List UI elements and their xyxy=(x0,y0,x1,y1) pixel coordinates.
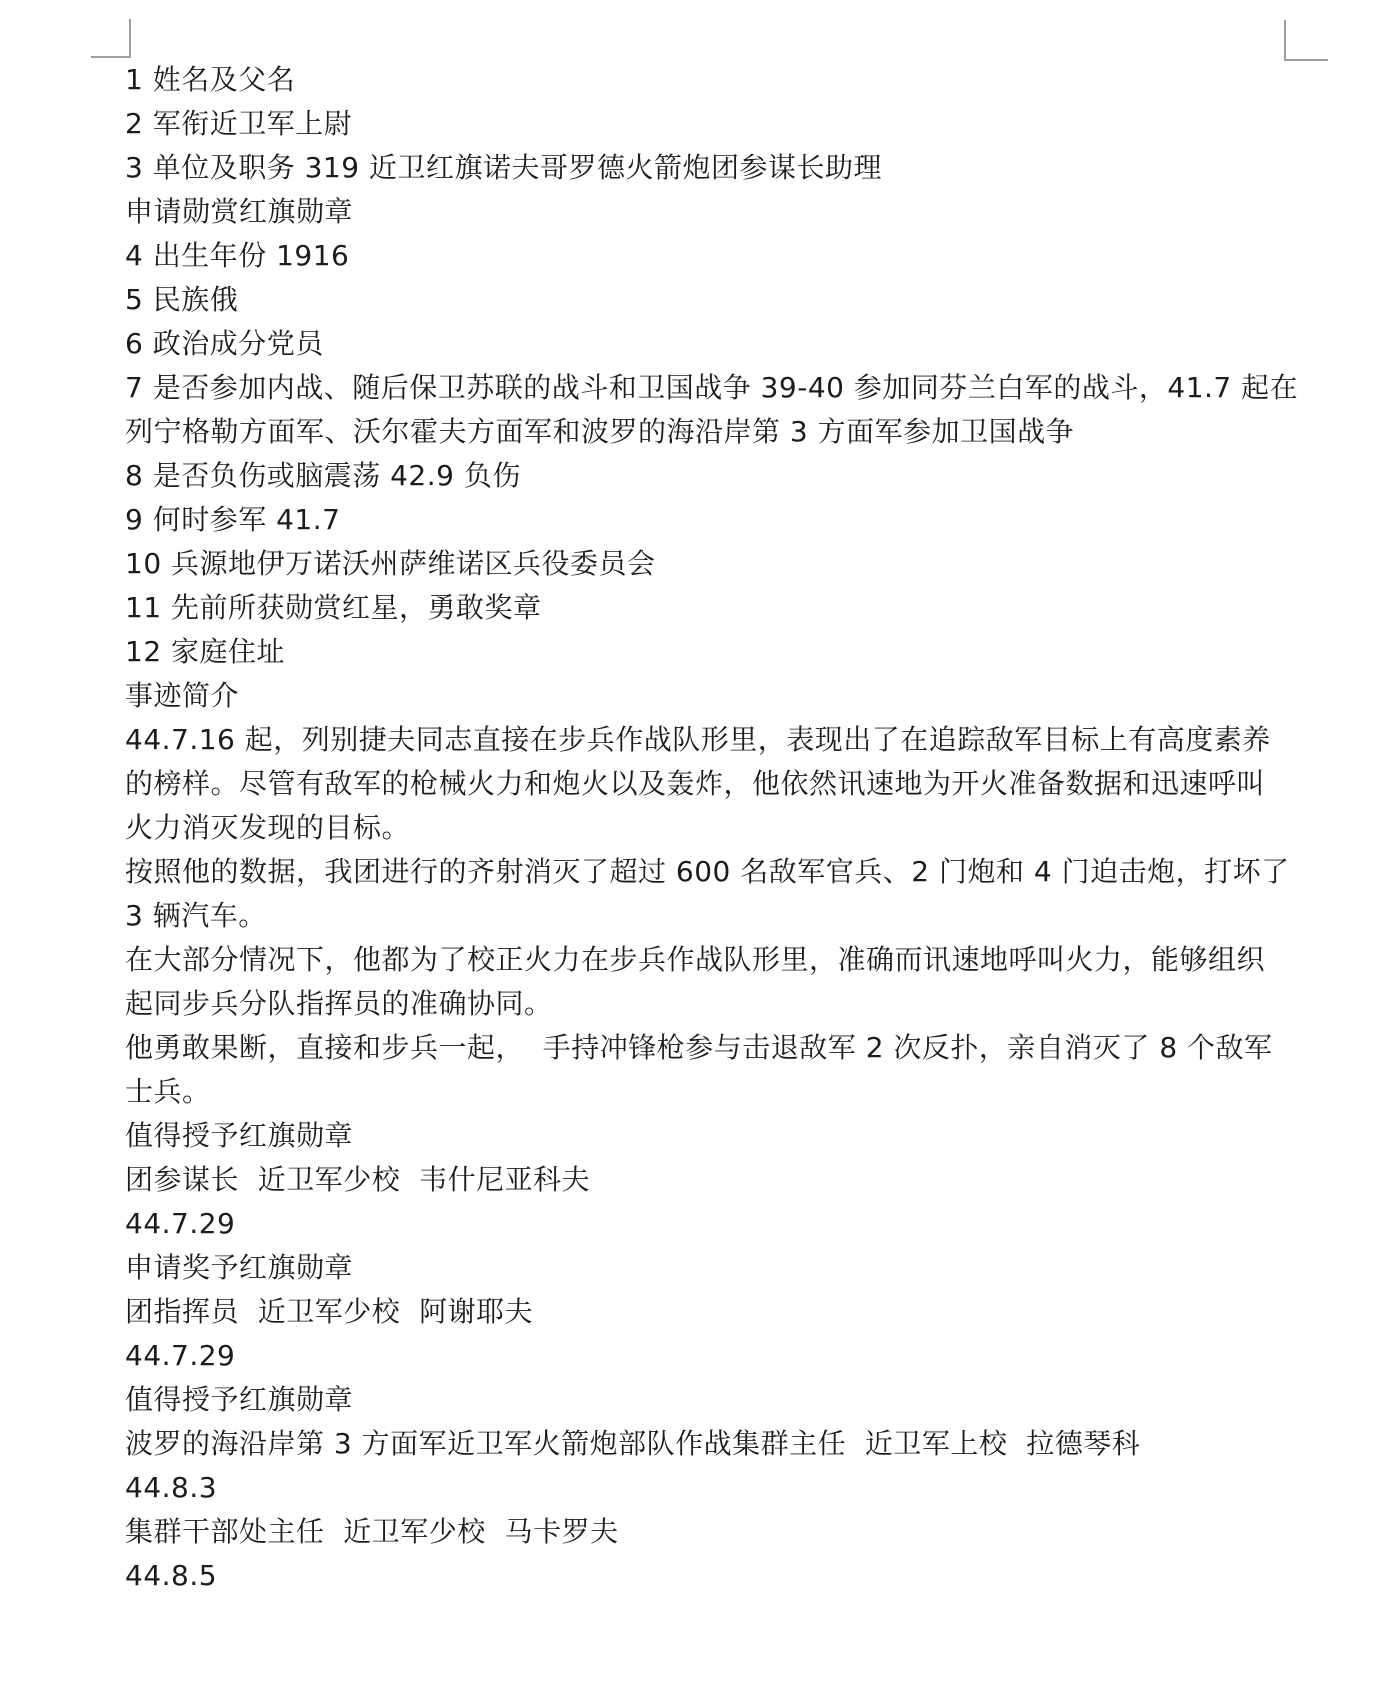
text-line: 士兵。 xyxy=(125,1075,211,1108)
text-line: 团指挥员 近卫军少校 阿谢耶夫 xyxy=(125,1295,534,1328)
text-line: 9 何时参军 41.7 xyxy=(125,503,341,536)
text-line: 火力消灭发现的目标。 xyxy=(125,811,411,844)
text-line: 的榜样。尽管有敌军的枪械火力和炮火以及轰炸，他依然讯速地为开火准备数据和迅速呼叫 xyxy=(125,767,1266,800)
text-line: 44.7.29 xyxy=(125,1339,236,1372)
text-line: 44.8.3 xyxy=(125,1471,218,1504)
text-line: 44.7.16 起，列别捷夫同志直接在步兵作战队形里，表现出了在追踪敌军目标上有高度素养 xyxy=(125,723,1271,756)
text-line: 他勇敢果断，直接和步兵一起， 手持冲锋枪参与击退敌军 2 次反扑，亲自消灭了 8 个敌军 xyxy=(125,1031,1273,1064)
text-line: 11 先前所获勋赏红星，勇敢奖章 xyxy=(125,591,542,624)
text-line: 10 兵源地伊万诺沃州萨维诺区兵役委员会 xyxy=(125,547,656,580)
text-line: 44.8.5 xyxy=(125,1559,218,1592)
text-line: 2 军衔近卫军上尉 xyxy=(125,107,353,140)
text-line: 列宁格勒方面军、沃尔霍夫方面军和波罗的海沿岸第 3 方面军参加卫国战争 xyxy=(125,415,1075,448)
text-line: 团参谋长 近卫军少校 韦什尼亚科夫 xyxy=(125,1163,591,1196)
text-line: 事迹简介 xyxy=(125,679,240,712)
page-margin-corner-mark-top-left xyxy=(91,19,131,58)
text-line: 12 家庭住址 xyxy=(125,635,286,668)
text-line: 申请奖予红旗勋章 xyxy=(125,1251,354,1284)
text-line: 6 政治成分党员 xyxy=(125,327,324,360)
text-line: 按照他的数据，我团进行的齐射消灭了超过 600 名敌军官兵、2 门炮和 4 门迫击炮，打坏了 xyxy=(125,855,1290,888)
text-line: 波罗的海沿岸第 3 方面军近卫军火箭炮部队作战集群主任 近卫军上校 拉德琴科 xyxy=(125,1427,1141,1460)
text-line: 值得授予红旗勋章 xyxy=(125,1383,354,1416)
page-margin-corner-mark-top-right xyxy=(1284,20,1328,61)
text-line: 1 姓名及父名 xyxy=(125,63,296,96)
document-body-text xyxy=(125,58,1299,1598)
text-line: 在大部分情况下，他都为了校正火力在步兵作战队形里，准确而讯速地呼叫火力，能够组织 xyxy=(125,943,1266,976)
text-line: 申请勋赏红旗勋章 xyxy=(125,195,354,228)
text-line: 值得授予红旗勋章 xyxy=(125,1119,354,1152)
text-line: 3 单位及职务 319 近卫红旗诺夫哥罗德火箭炮团参谋长助理 xyxy=(125,151,882,184)
text-line: 7 是否参加内战、随后保卫苏联的战斗和卫国战争 39-40 参加同芬兰白军的战斗，41.7 起在 xyxy=(125,371,1299,404)
text-line: 集群干部处主任 近卫军少校 马卡罗夫 xyxy=(125,1515,619,1548)
text-line: 3 辆汽车。 xyxy=(125,899,267,932)
text-line: 8 是否负伤或脑震荡 42.9 负伤 xyxy=(125,459,521,492)
text-line: 起同步兵分队指挥员的准确协同。 xyxy=(125,987,553,1020)
text-line: 44.7.29 xyxy=(125,1207,236,1240)
text-line: 4 出生年份 1916 xyxy=(125,239,350,272)
text-line: 5 民族俄 xyxy=(125,283,239,316)
